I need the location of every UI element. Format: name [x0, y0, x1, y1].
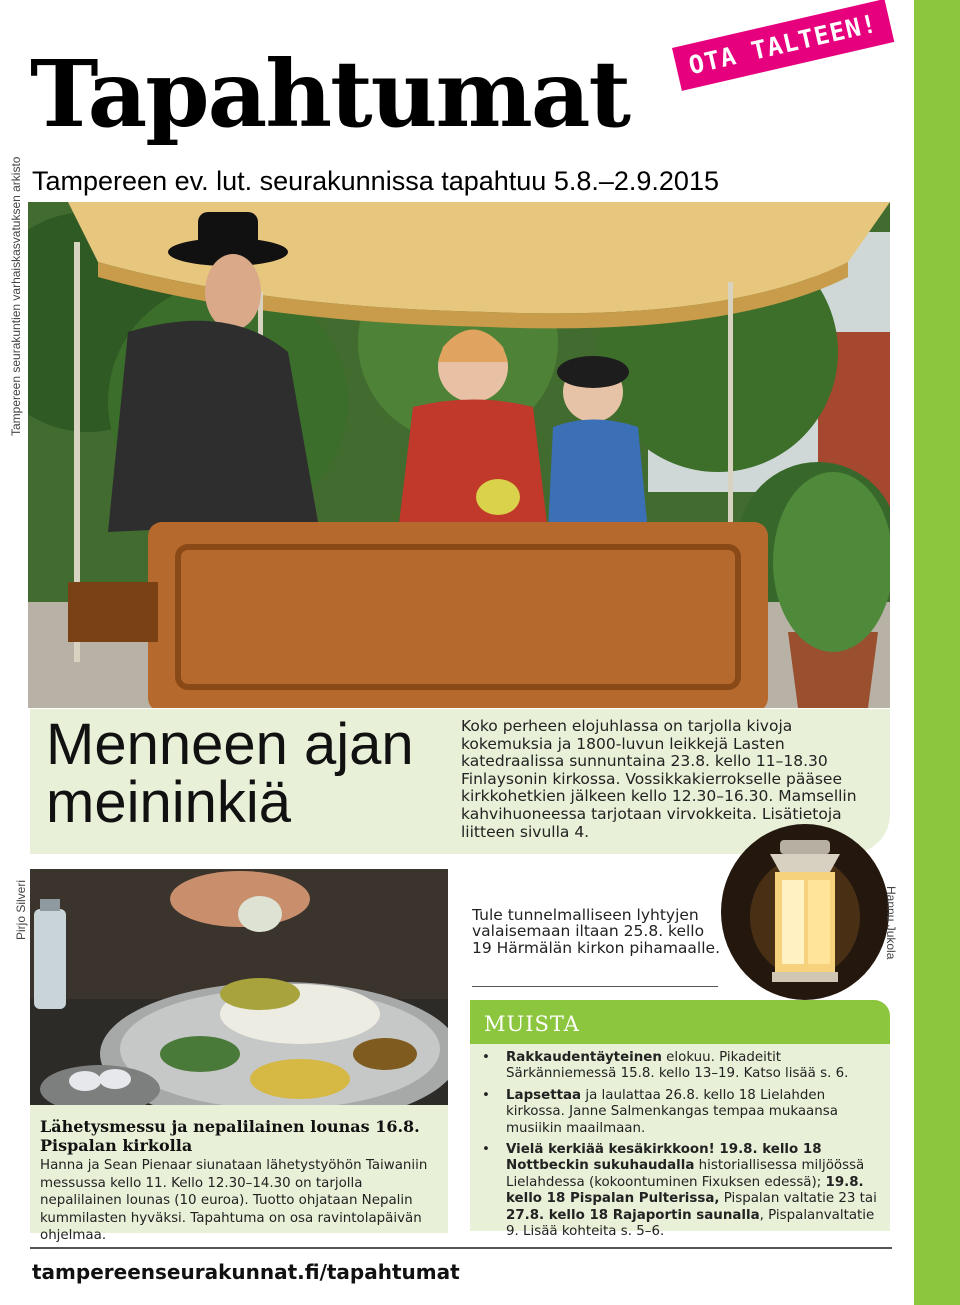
item3-emphasis-a: Vielä kerkiää kesäkirkkoon! 19.8. kello 18 Nottbeckin sukuhaudalla [506, 1142, 822, 1174]
mission-title: Lähetysmessu ja nepalilainen lounas 16.8. Pispalan kirkolla [40, 1117, 420, 1155]
list-item [478, 1088, 878, 1137]
lantern-divider [472, 986, 718, 987]
item2-text: ja laulattaa 26.8. kello 18 Lielahden kirkossa. Janne Salmenkangas tempaa mukaansa musiikin maailmaan. [506, 1087, 838, 1136]
item2-emphasis: Lapsettaa [506, 1087, 582, 1103]
lantern-photo [720, 822, 890, 1002]
feature-body: Koko perheen elojuhlassa on tarjolla kivoja kokemuksia ja 1800-luvun leikkejä Lasten katedraalissa sunnuntaina 23.8. kello 11–18.30 Finlaysonin kirkossa. Vossikkakierrokselle pääsee kirkkohetkien jälkeen kello 12.30–16.30. Mamsellin kahvihuoneessa tarjotaan virvokkeita. Lisätietoja liitteen sivulla 4. [461, 717, 857, 841]
ota-talteen-stamp [672, 0, 894, 91]
item3-emphasis-c: 19.8. kello 18 Pispalan Pulterissa, [506, 1174, 864, 1207]
main-photo-credit: Tampereen seurakuntien varhaiskasvatuksen arkisto [9, 156, 23, 436]
stamp-text: OTA TALTEEN! [685, 8, 881, 81]
muista-header [470, 1000, 890, 1044]
item1-emphasis: Rakkaudentäyteinen [506, 1050, 662, 1065]
food-photo-credit: Pirjo Silveri [14, 879, 28, 940]
feature-heading: Menneen ajan meininkiä [46, 712, 414, 835]
item3-text-b: historiallisessa miljöössä Lielahdessa (kokoontuminen Fixuksen edessä); [506, 1158, 865, 1190]
muista-heading: MUISTA [484, 1012, 580, 1036]
item1-text: elokuu. Pikadeitit Särkänniemessä 15.8. kello 13–19. Katso lisää s. 6. [506, 1050, 849, 1082]
footer-divider [30, 1247, 892, 1249]
website-link[interactable]: tampereenseurakunnat.fi/tapahtumat [32, 1260, 460, 1284]
lantern-text: Tule tunnelmalliseen lyhtyjen valaisemaan iltaan 25.8. kello 19 Härmälän kirkon pihamaalle. [472, 906, 721, 957]
page-title: Tapahtumat [30, 40, 629, 148]
food-illustration [30, 869, 448, 1127]
bullet: • [482, 1087, 490, 1103]
muista-list [478, 1050, 878, 1245]
right-edge-bar [914, 0, 960, 1305]
bullet: • [482, 1050, 490, 1065]
mission-body: Hanna ja Sean Pienaar siunataan lähetystyöhön Taiwaniin messussa kello 11. Kello 12.30–14.30 on tarjolla nepalilainen lounas (10 euroa). Tuotto ohjataan Nepalin kummilasten hyväksi. Tapahtuma on osa ravintolapäivän ohjelmaa. [40, 1158, 428, 1244]
bullet: • [482, 1142, 490, 1158]
lantern-illustration [720, 822, 890, 1002]
lantern-photo-credit: Hannu Jukola [884, 886, 898, 960]
food-photo [30, 869, 448, 1127]
page-subtitle: Tampereen ev. lut. seurakunnissa tapahtuu 5.8.–2.9.2015 [32, 166, 719, 196]
item3-text-d: Pispalan valtatie 23 tai [719, 1191, 877, 1207]
carriage-photo [28, 202, 890, 708]
list-item [478, 1050, 878, 1083]
list-item [478, 1142, 878, 1240]
item3-emphasis-e: 27.8. kello 18 Rajaportin saunalla [506, 1207, 760, 1223]
item3-text-f: , Pispalanvaltatie 9. Lisää kohteita s. 5–6. [506, 1207, 875, 1240]
carriage-illustration [28, 202, 890, 708]
